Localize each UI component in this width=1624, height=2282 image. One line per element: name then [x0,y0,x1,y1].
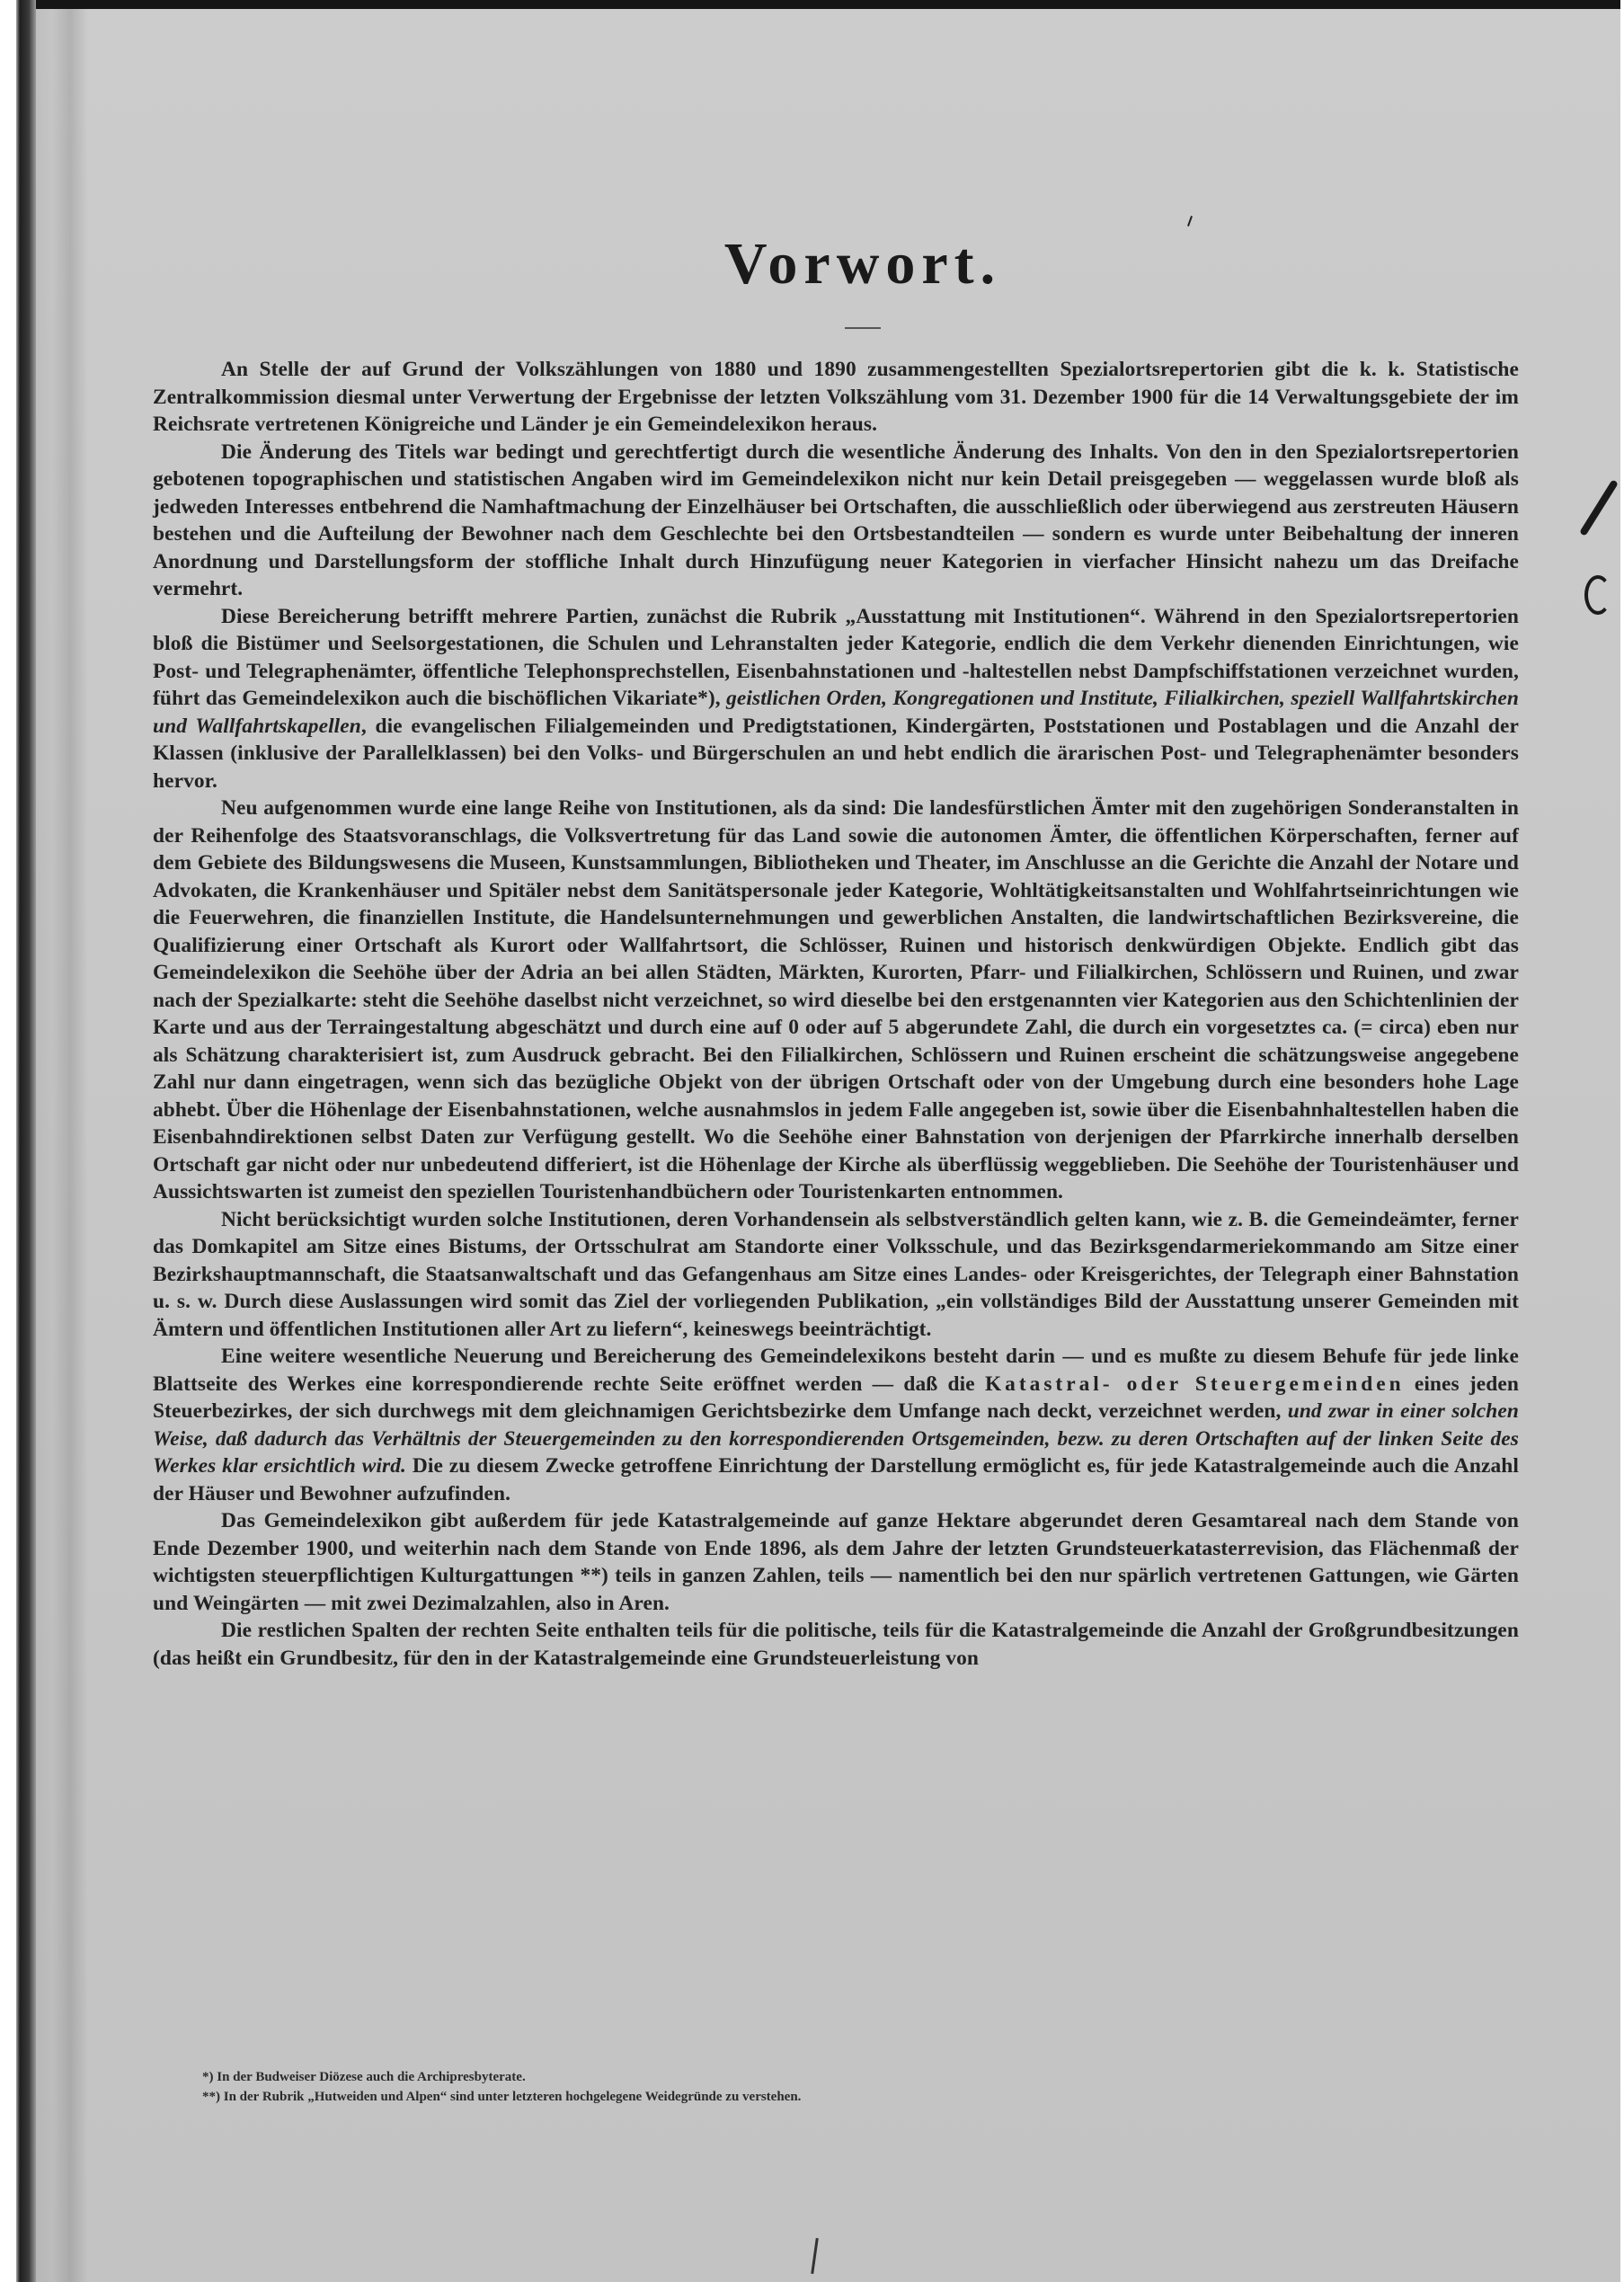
footnote-2-marker: **) [202,2090,220,2104]
footnote-1-text: In der Budweiser Diözese auch die Archipresbyterate. [217,2070,526,2084]
title-divider [845,327,881,329]
footnote-2 [202,2087,801,2107]
page-title: Vorwort. [723,231,1002,297]
paragraph-3-part-1: Diese Bereicherung betrifft mehrere Partien, zunächst die Rubrik „Ausstattung mit Institutionen“. Während in den Spezialortsrepertorien bloß die Bistümer und Seelsorgestationen, die Schulen und Lehranstalten jeder Kategorie, endlich die dem Verkehr dienenden Einrichtungen, wie Post- und Telegraphenämter, öffentliche Telephonsprechstellen, Eisenbahnstationen und -haltestellen nebst Dampfschiffstationen verzeichnet wurden, führt das Gemeindelexikon auch die bischöflichen Vikariate*), [153,604,1519,710]
paragraph-8: Die restlichen Spalten der rechten Seite enthalten teils für die politische, teils für die Katastralgemeinde die Anzahl der Großgrundbesitzungen (das heißt ein Grundbesitz, für den in der Katastralgemeinde eine Grundsteuerleistung von [153,1619,1519,1670]
binding-top-edge [18,0,1622,9]
page-right-edge [1620,0,1624,2282]
paragraph-3 [153,603,1519,795]
paragraph-6-part-2: eines jeden Steuerbezirkes, der sich durchwegs mit dem gleichnamigen Gerichtsbezirke dem Umfange nach deckt, verzeichnet werden, [153,1372,1519,1423]
paragraph-6-part-1: Eine weitere wesentliche Neuerung und Bereicherung des Gemeindelexikons besteht darin — und es mußte zu diesem Behufe für jede linke Blattseite des Werkes eine korrespondierende rechte Seite eröffnet werden — daß die [153,1345,1519,1396]
footnote-1-marker: *) [202,2070,214,2084]
paragraph-1: An Stelle der auf Grund der Volkszählungen von 1880 und 1890 zusammengestellten Spezialortsrepertorien gibt die k. k. Statistische Zentralkommission diesmal unter Verwertung der Ergebnisse der letzten Volkszählung vom 31. Dezember 1900 für die 14 Verwaltungsgebiete der im Reichsrate vertretenen Königreiche und Länder je ein Gemeindelexikon heraus. [153,358,1519,436]
body-text [153,356,1519,1672]
footnotes [202,2067,801,2107]
paragraph-6-part-3: Die zu diesem Zwecke getroffene Einrichtung der Darstellung ermöglicht es, für jede Katastralgemeinde auch die Anzahl der Häuser und Bewohner aufzufinden. [153,1454,1519,1505]
footnote-2-text: In der Rubrik „Hutweiden und Alpen“ sind unter letzteren hochgelegene Weidegründe zu verstehen. [223,2090,802,2104]
paragraph-4: Neu aufgenommen wurde eine lange Reihe von Institutionen, als da sind: Die landesfürstlichen Ämter mit den zugehörigen Sonderanstalten in der Reihenfolge des Staatsvoranschlags, die Volksvertretung für das Land sowie die autonomen Ämter, die öffentlichen Körperschaften, ferner auf dem Gebiete des Bildungswesens die Museen, Kunstsammlungen, Bibliotheken und Theater, im Anschlusse an die Gerichte die Anzahl der Notare und Advokaten, die Krankenhäuser und Spitäler nebst dem Sanitätspersonale jeder Kategorie, Wohltätigkeitsanstalten und Wohlfahrtseinrichtungen wie die Feuerwehren, die finanziellen Institute, die Handelsunternehmungen und gewerblichen Anstalten, die landwirtschaftlichen Bezirksvereine, die Qualifizierung einer Ortschaft als Kurort oder Wallfahrtsort, die Schlösser, Ruinen und historisch denkwürdigen Objekte. Endlich gibt das Gemeindelexikon die Seehöhe über der Adria an bei allen Städten, Märkten, Kurorten, Pfarr- und Filialkirchen, Schlössern und Ruinen, und zwar nach der Spezialkarte: steht die Seehöhe daselbst nicht verzeichnet, so wird dieselbe bei den erstgenannten vier Kategorien aus den Schichtenlinien der Karte und aus der Terraingestaltung abgeschätzt und durch eine auf 0 oder auf 5 abgerundete Zahl, die durch ein vorgesetztes ca. (= circa) eben nur als Schätzung charakterisiert ist, zum Ausdruck gebracht. Bei den Filialkirchen, Schlössern und Ruinen erscheint die schätzungsweise angegebene Zahl nur dann eingetragen, wenn sich das bezügliche Objekt von der übrigen Ortschaft oder von der Umgebung durch eine besonders hohe Lage abhebt. Über die Höhenlage der Eisenbahnstationen, welche ausnahmslos in jedem Falle angegeben ist, sowie über die Eisenbahnhaltestellen haben die Eisenbahndirektionen selbst Daten zur Verfügung gestellt. Wo die Seehöhe einer Bahnstation von derjenigen der Pfarrkirche innerhalb derselben Ortschaft gar nicht oder nur unbedeutend differiert, ist die Höhenlage der Kirche als überflüssig weggeblieben. Die Seehöhe der Touristenhäuser und Aussichtswarten ist zumeist den speziellen Touristenhandbüchern oder Touristenkarten entnommen. [153,796,1519,1203]
page-content [153,225,1519,1672]
footnote-1 [202,2067,801,2087]
paragraph-5: Nicht berücksichtigt wurden solche Institutionen, deren Vorhandensein als selbstverständlich gelten kann, wie z. B. die Gemeindeämter, ferner das Domkapitel am Sitze eines Bistums, der Ortsschulrat am Standorte einer Volksschule, und das Bezirksgendarmeriekommando am Sitze einer Bezirkshauptmannschaft, die Staatsanwaltschaft und das Gefangenhaus am Sitze eines Landes- oder Kreisgerichtes, der Telegraph einer Bahnstation u. s. w. Durch diese Auslassungen wird somit das Ziel der vorliegenden Publikation, „ein vollständiges Bild der Ausstattung unserer Gemeinden mit Ämtern und öffentlichen Institutionen aller Art zu liefern“, keineswegs beeinträchtigt. [153,1207,1519,1341]
margin-bracket-mark [1584,575,1611,615]
binding-left-edge [16,0,36,2282]
paragraph-3-part-2: , die evangelischen Filialgemeinden und Predigtstationen, Kindergärten, Poststationen und Postablagen und die Anzahl der Klassen (inklusive der Parallelklassen) bei den Volks- und Bürgerschulen an und hebt endlich die ärarischen Post- und Telegraphenämter besonders hervor. [153,714,1519,793]
paragraph-6-italic: und zwar in einer solchen Weise, daß dadurch das Verhältnis der Steuergemeinden zu den korrespondierenden Ortsgemeinden, bezw. zu deren Ortschaften auf der linken Seite des Werkes klar ersichtlich wird. [153,1399,1519,1478]
gutter-shadow [52,9,88,2282]
paragraph-3-italic: geistlichen Orden, Kongregationen und Institute, Filialkirchen, speziell Wallfahrtskirchen und Wallfahrtskapellen [153,687,1519,738]
paragraph-7: Das Gemeindelexikon gibt außerdem für jede Katastralgemeinde auf ganze Hektare abgerundet deren Gesamtareal nach dem Stande von Ende Dezember 1900, und weiterhin nach dem Stande von Ende 1896, als dem Jahre der letzten Grundsteuerkatasterrevision, das Flächenmaß der wichtigsten steuerpflichtigen Kulturgattungen **) teils in ganzen Zahlen, teils — namentlich bei den nur spärlich vertretenen Gattungen, wie Gärten und Weingärten — mit zwei Dezimalzahlen, also in Aren. [153,1509,1519,1615]
paragraph-6 [153,1343,1519,1507]
paragraph-6-spaced-term: Katastral- oder Steuergemeinden [984,1372,1405,1396]
paragraph-2: Die Änderung des Titels war bedingt und gerechtfertigt durch die wesentliche Änderung des Inhalts. Von den in den Spezialortsrepertorien gebotenen topographischen und statistischen Angaben wird im Gemeindelexikon nicht nur kein Detail preisgegeben — weggelassen wurde bloß als jedweden Interesses entbehrend die Namhaftmachung der Einzelhäuser bei Ortschaften, die ausschließlich oder überwiegend aus zerstreuten Häusern bestehen und die Aufteilung der Bewohner nach dem Geschlechte bei den Ortsbestandteilen — sondern es wurde unter Beibehaltung der inneren Anordnung und Darstellungsform der stoffliche Inhalt durch Hinzufügung neuer Kategorien in vierfacher Hinsicht nahezu um das Dreifache vermehrt. [153,440,1519,600]
